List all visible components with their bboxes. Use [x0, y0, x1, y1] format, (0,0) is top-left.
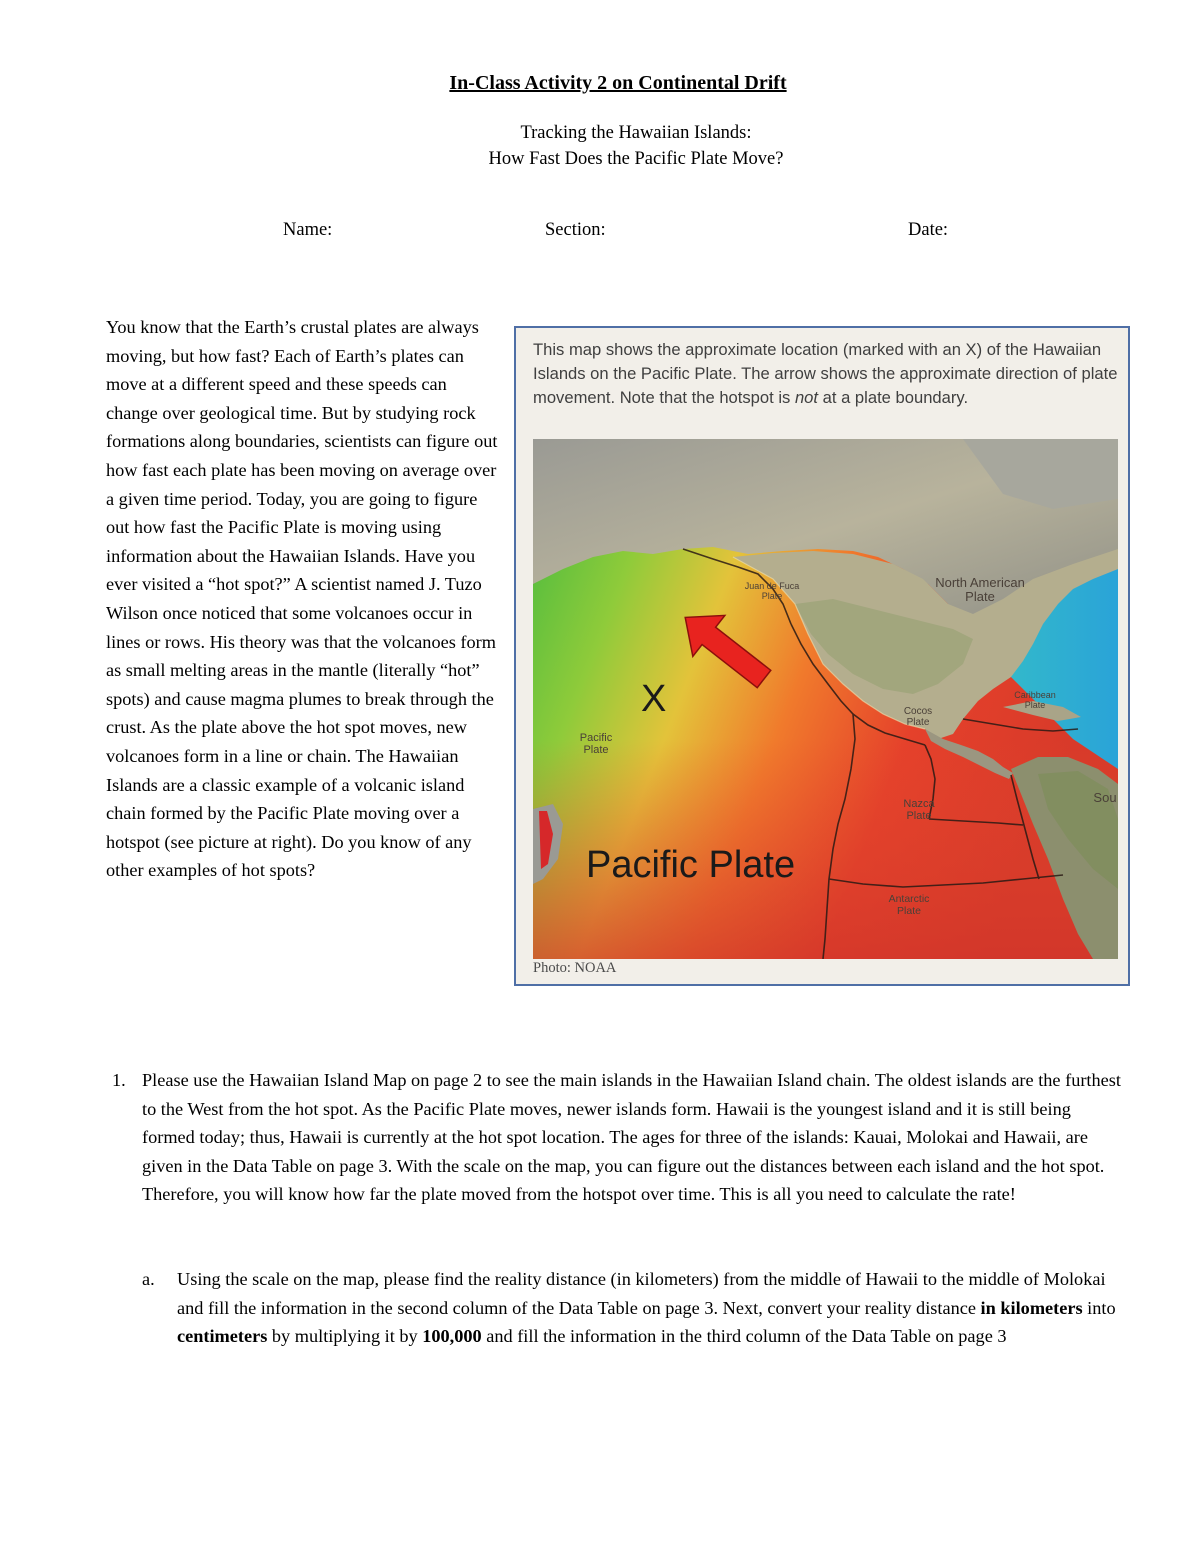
question-1a-text [177, 1265, 1122, 1351]
name-field-label: Name: [283, 220, 333, 240]
question-1a-paragraph [177, 1265, 1122, 1351]
antarctic-plate-label-2: Plate [897, 905, 921, 917]
pacific-plate-small-label-1: Pacific [579, 732, 613, 744]
plate-map-figure [514, 326, 1130, 986]
north-american-plate-label-1: North American [935, 575, 1025, 590]
section-field-label: Section: [545, 220, 606, 240]
question-1a-bold-centimeters: centimeters [177, 1326, 268, 1347]
date-field-label: Date: [908, 220, 949, 240]
pacific-plate-small-label-2: Plate [583, 744, 609, 756]
subtitle-line-2: How Fast Does the Pacific Plate Move? [488, 149, 784, 169]
question-1a-part-3: by multiplying it by [267, 1326, 423, 1347]
question-1a-bold-multiplier: 100,000 [422, 1326, 482, 1347]
subtitle-line-1: Tracking the Hawaiian Islands: [520, 123, 752, 143]
south-american-plate-label-partial: Sou [1093, 790, 1117, 805]
question-1a-part-1: Using the scale on the map, please find the reality distance (in kilometers) from the middle of Hawaii to the middle of Molokai and fill the information in the second column of the Data Table on page 3. Next, convert your reality distance [177, 1269, 1106, 1318]
juan-de-fuca-label-1: Juan de Fuca [744, 581, 800, 591]
question-1-number: 1. [112, 1070, 126, 1090]
x-marker-label: X [641, 678, 667, 720]
photo-credit: Photo: NOAA [533, 960, 617, 976]
document-title: In-Class Activity 2 on Continental Drift [449, 72, 787, 94]
north-american-plate-label-2: Plate [965, 589, 995, 604]
intro-paragraph [106, 313, 498, 885]
caribbean-plate-label-1: Caribbean [1014, 690, 1056, 700]
question-1a-part-2: into [1082, 1297, 1116, 1318]
question-1a-bold-kilometers: in kilometers [980, 1297, 1083, 1318]
question-1a-part-4: and fill the information in the third column of the Data Table on page 3 [481, 1326, 1007, 1347]
question-1-paragraph: Please use the Hawaiian Island Map on page 2 to see the main islands in the Hawaiian Island chain. The oldest islands are the furthest to the West from the hot spot. As the Pacific Plate moves, newer islands form. Hawaii is the youngest island and it is still being formed today; thus, Hawaii is currently at the hot spot location. The ages for three of the islands: Kauai, Molokai and Hawaii, are given in the Data Table on page 3. With the scale on the map, you can figure out the distances between each island and the hot spot. Therefore, you will know how far the plate moved from the hotspot over time. This is all you need to calculate the rate! [142, 1070, 1121, 1205]
caption-emphasis: not [794, 388, 819, 407]
caption-text-1: This map shows the approximate location (marked with an X) of the Hawaiian Islands on the Pacific Plate. The arrow shows the approximate direction of plate movement. Note that the hotspot is [533, 340, 1118, 407]
intro-text: You know that the Earth’s crustal plates are always moving, but how fast? Each of Earth’s plates can move at a different speed and these speeds can change over geological time. But by studying rock formations along boundaries, scientists can figure out how fast each plate has been moving on average over a given time period. Today, you are going to figure out how fast the Pacific Plate is moving using information about the Hawaiian Islands. Have you ever visited a “hot spot?” A scientist named J. Tuzo Wilson once noticed that some volcanoes occur in lines or rows. His theory was that the volcanoes form as small melting areas in the mantle (literally “hot” spots) and cause magma plumes to break through the crust. As the plate above the hot spot moves, new volcanoes form in a line or chain. The Hawaiian Islands are a classic example of a volcanic island chain formed by the Pacific Plate moving over a hotspot (see picture at right). Do you know of any other examples of hot spots? [106, 317, 498, 881]
figure-caption [533, 338, 1123, 410]
cocos-plate-label-1: Cocos [903, 706, 933, 717]
caption-text-2: at a plate boundary. [818, 388, 969, 407]
question-1a-letter: a. [142, 1269, 155, 1289]
pacific-plate-map [533, 439, 1118, 959]
nazca-plate-label-1: Nazca [903, 798, 935, 810]
juan-de-fuca-label-2: Plate [761, 591, 783, 601]
caribbean-plate-label-2: Plate [1024, 700, 1046, 710]
pacific-plate-title-label: Pacific Plate [586, 844, 796, 886]
cocos-plate-label-2: Plate [906, 717, 930, 728]
antarctic-plate-label-1: Antarctic [888, 893, 930, 905]
question-1-text [142, 1066, 1127, 1209]
nazca-plate-label-2: Plate [906, 810, 932, 822]
